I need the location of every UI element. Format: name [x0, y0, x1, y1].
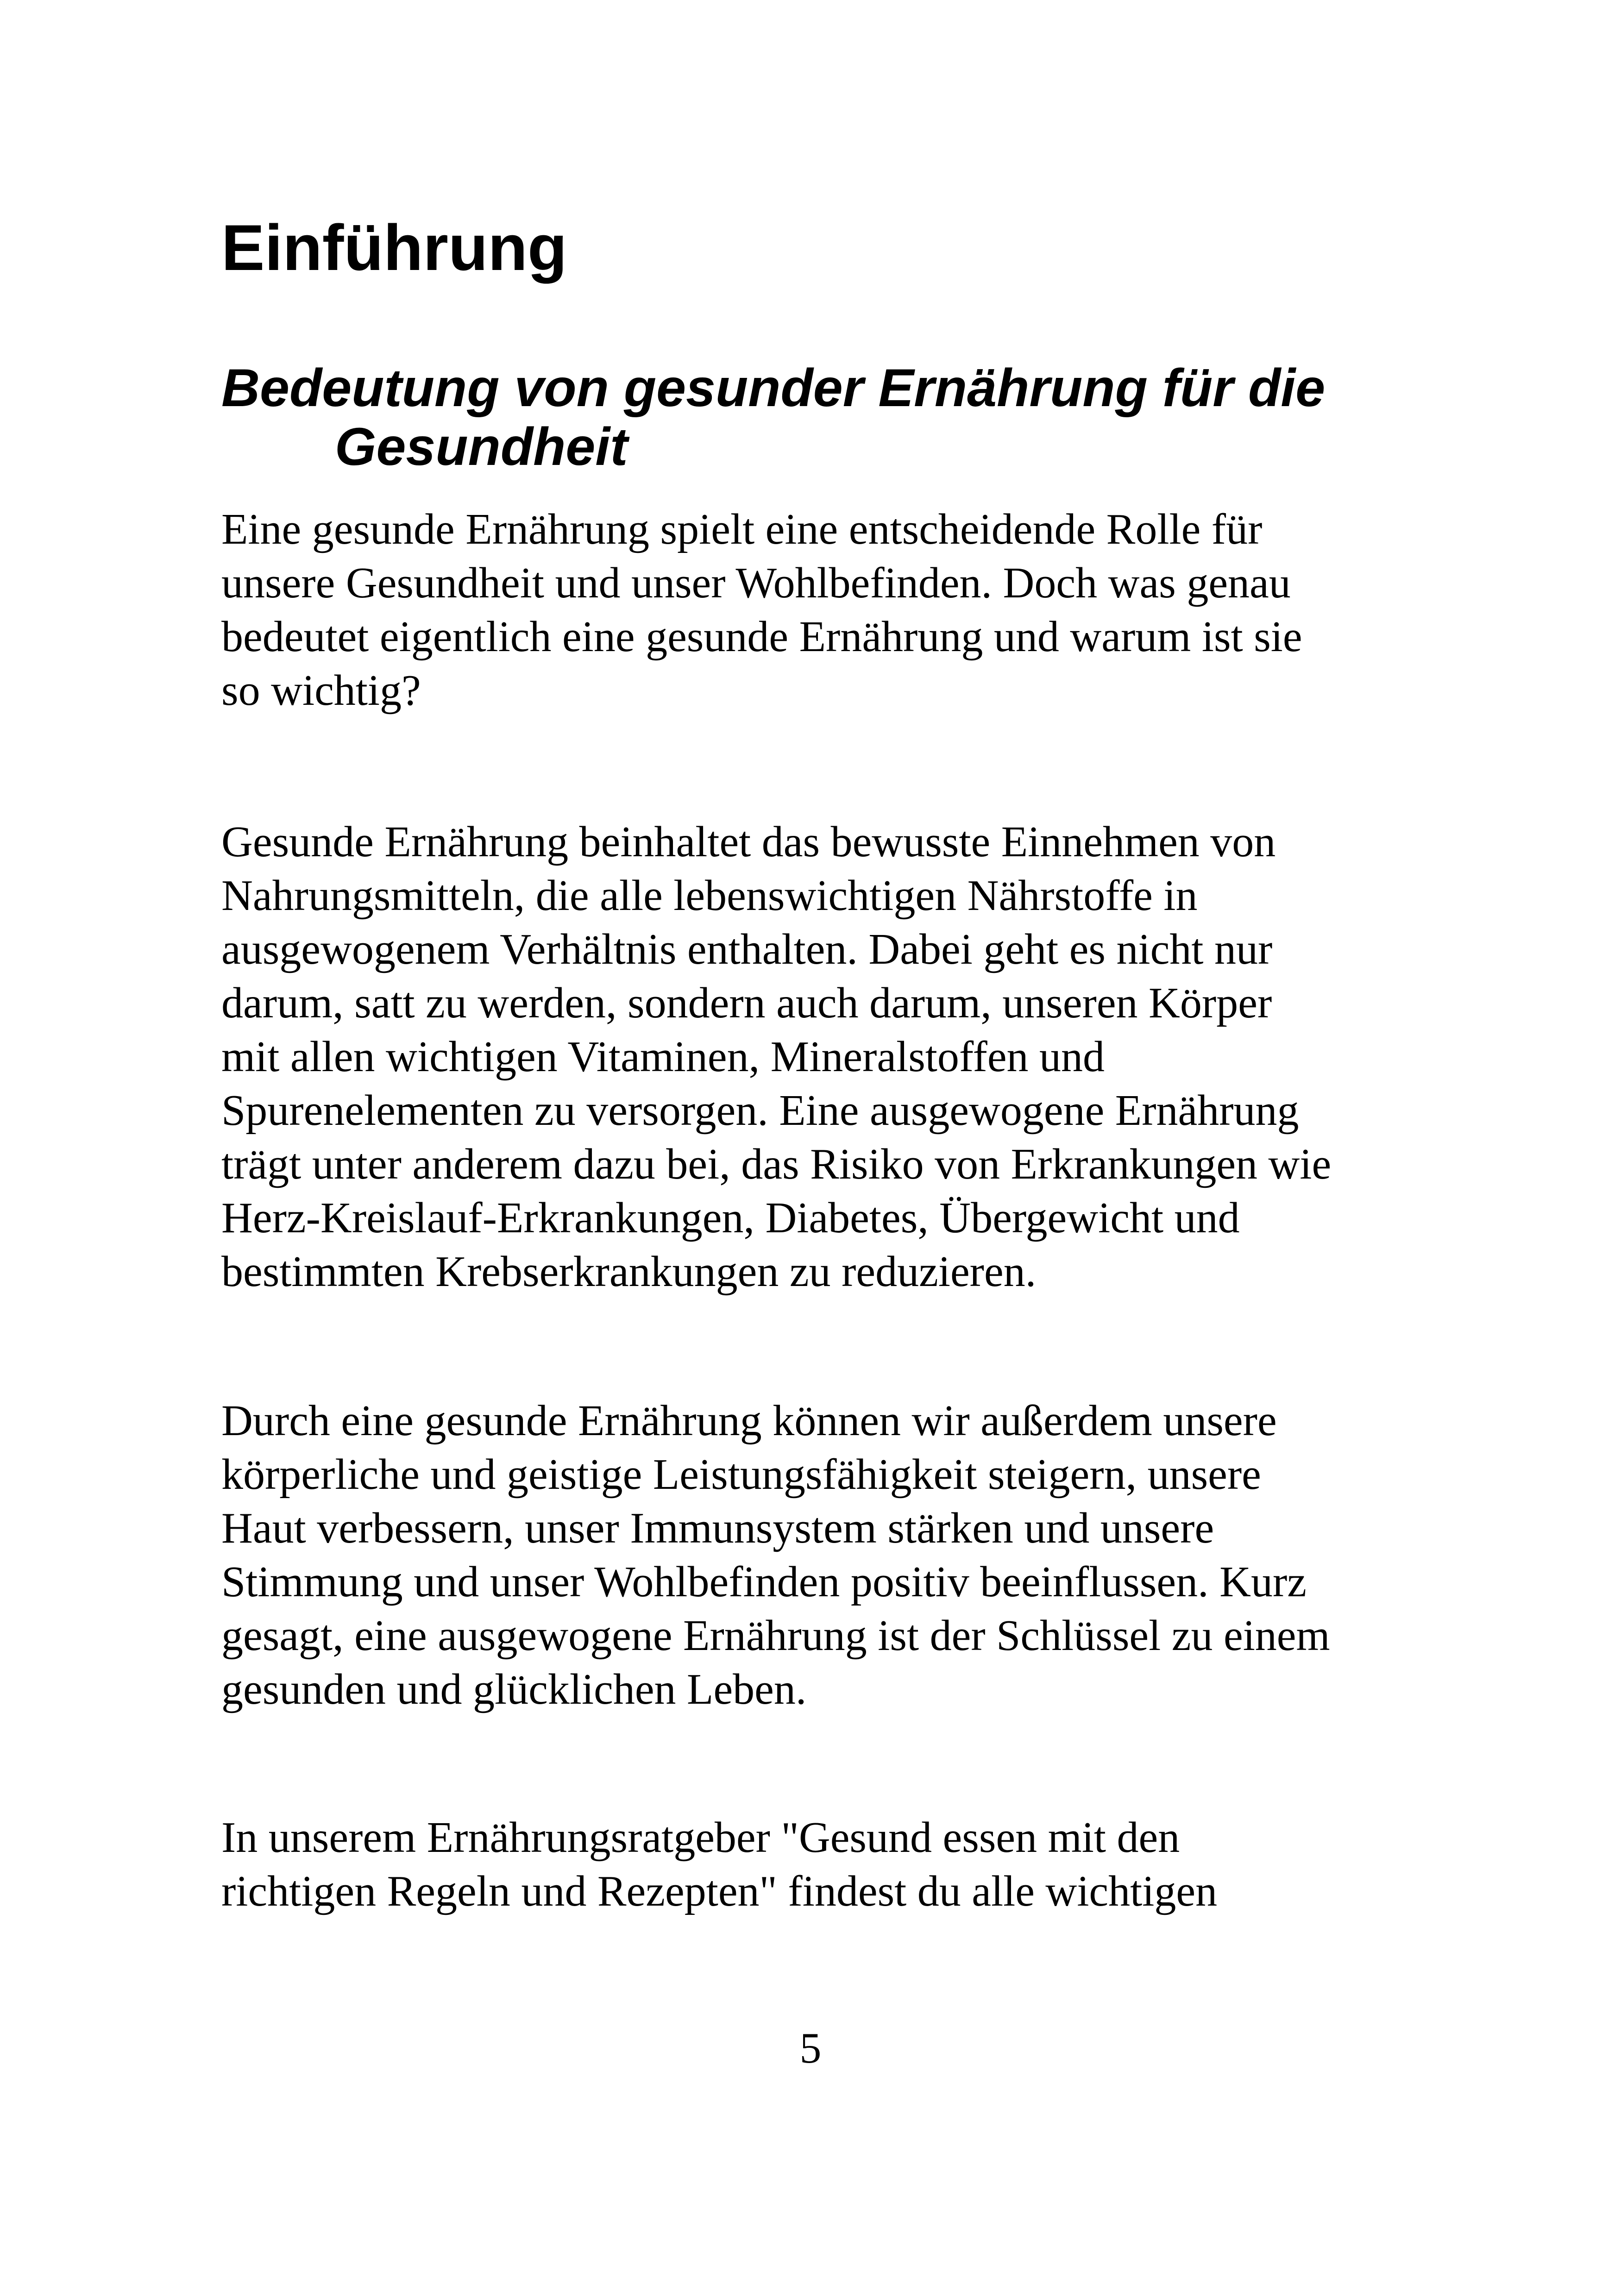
- section-heading-line: Gesundheit: [335, 417, 628, 477]
- text-line: In unserem Ernährungsratgeber "Gesund essen mit den: [221, 1813, 1180, 1862]
- text-line: körperliche und geistige Leistungsfähigkeit steigern, unsere: [221, 1450, 1261, 1499]
- text-line: Haut verbessern, unser Immunsystem stärken und unsere: [221, 1504, 1214, 1552]
- text-line: unsere Gesundheit und unser Wohlbefinden. Doch was genau: [221, 559, 1291, 607]
- paragraph-benefits: [221, 1394, 1330, 1716]
- chapter-title: Einführung: [221, 211, 567, 284]
- text-line: ausgewogenem Verhältnis enthalten. Dabei geht es nicht nur: [221, 925, 1273, 973]
- text-line: darum, satt zu werden, sondern auch darum, unseren Körper: [221, 979, 1272, 1027]
- paragraph-definition: [221, 815, 1331, 1299]
- text-line: Spurenelementen zu versorgen. Eine ausgewogene Ernährung: [221, 1086, 1299, 1135]
- section-heading: [221, 359, 1472, 477]
- text-line: Durch eine gesunde Ernährung können wir außerdem unsere: [221, 1397, 1277, 1445]
- text-line: Eine gesunde Ernährung spielt eine entscheidende Rolle für: [221, 505, 1263, 553]
- text-line: bestimmten Krebserkrankungen zu reduzieren.: [221, 1248, 1037, 1296]
- paragraph-intro: [221, 502, 1302, 717]
- text-line: Stimmung und unser Wohlbefinden positiv beeinflussen. Kurz: [221, 1558, 1307, 1606]
- text-line: gesagt, eine ausgewogene Ernährung ist der Schlüssel zu einem: [221, 1612, 1330, 1660]
- text-line: richtigen Regeln und Rezepten" findest du alle wichtigen: [221, 1867, 1218, 1915]
- text-line: bedeutet eigentlich eine gesunde Ernährung und warum ist sie: [221, 613, 1302, 661]
- text-line: Herz-Kreislauf-Erkrankungen, Diabetes, Übergewicht und: [221, 1194, 1240, 1242]
- text-line: Gesunde Ernährung beinhaltet das bewusste Einnehmen von: [221, 818, 1276, 866]
- text-line: Nahrungsmitteln, die alle lebenswichtigen Nährstoffe in: [221, 872, 1198, 920]
- text-line: gesunden und glücklichen Leben.: [221, 1665, 807, 1713]
- section-heading-line: Bedeutung von gesunder Ernährung für die: [221, 358, 1326, 418]
- text-line: so wichtig?: [221, 666, 421, 715]
- page-number: 5: [799, 2024, 822, 2072]
- paragraph-guide: [221, 1811, 1217, 1918]
- text-line: trägt unter anderem dazu bei, das Risiko von Erkrankungen wie: [221, 1140, 1332, 1188]
- text-line: mit allen wichtigen Vitaminen, Mineralstoffen und: [221, 1033, 1105, 1081]
